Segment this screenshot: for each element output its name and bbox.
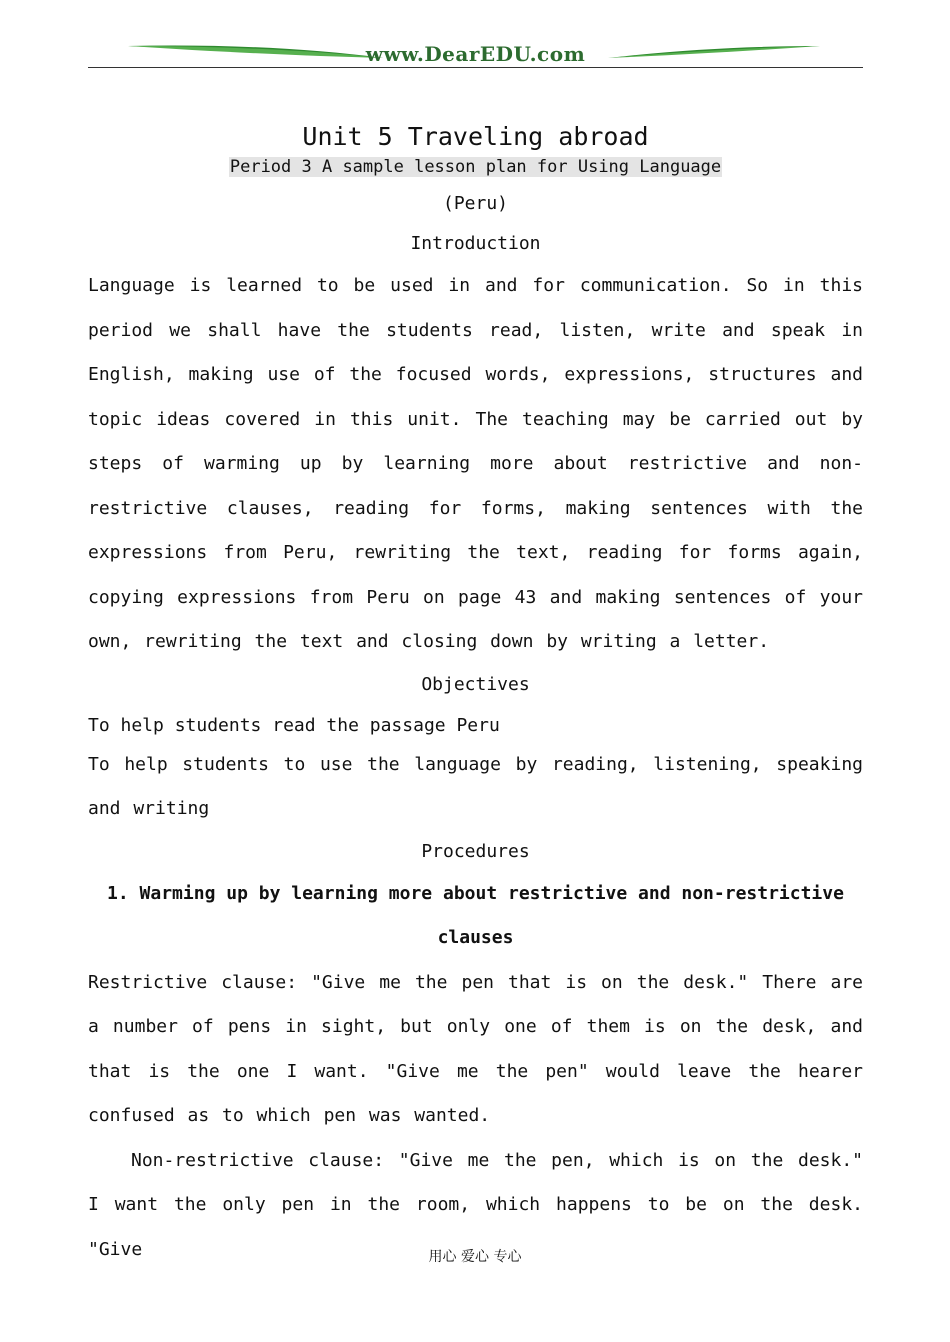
objective-item: To help students read the passage Peru [88, 714, 500, 736]
restrictive-clause-paragraph: Restrictive clause: "Give me the pen that is on the desk." There are a number of pens in sight, but only one of them is on the desk, and that is the one I want. "Give me the pen" would leave the hearer confused as to which pen was wanted. [88, 971, 863, 1126]
nonrestrictive-clause-paragraph: Non-restrictive clause: "Give me the pen, which is on the desk." I want the only pen in the room, which happens to be on the desk. "Give [88, 1149, 863, 1260]
procedures-heading: Procedures [421, 840, 530, 862]
document-body [88, 118, 863, 1272]
page-footer: 用心 爱心 专心 [428, 1249, 522, 1265]
passage-name: (Peru) [442, 193, 509, 214]
header-rule [88, 67, 863, 68]
objectives-heading: Objectives [421, 673, 530, 695]
page-header [88, 34, 863, 68]
introduction-heading: Introduction [410, 233, 541, 254]
objective-item: To help students to use the language by reading, listening, speaking and writing [88, 753, 863, 819]
subtitle-line [88, 156, 863, 184]
page-subtitle: Period 3 A sample lesson plan for Using Language [229, 157, 722, 177]
introduction-paragraph: Language is learned to be used in and for communication. So in this period we shall have the students read, listen, write and speak in English, making use of the focused words, expressions, structures and topic ideas covered in this unit. The teaching may be carried out by steps of warming up by learning more about restrictive and non-restrictive clauses, reading for forms, making sentences with the expressions from Peru, rewriting the text, reading for forms again, copying expressions from Peru on page 43 and making sentences of your own, rewriting the text and closing down by writing a letter. [88, 275, 863, 652]
procedure-step-heading: 1. Warming up by learning more about restrictive and non-restrictive clauses [107, 882, 844, 948]
right-swoosh-decoration [608, 42, 823, 62]
page-title: Unit 5 Traveling abroad [302, 122, 649, 151]
site-logo: www.DearEDU.com [365, 42, 586, 66]
